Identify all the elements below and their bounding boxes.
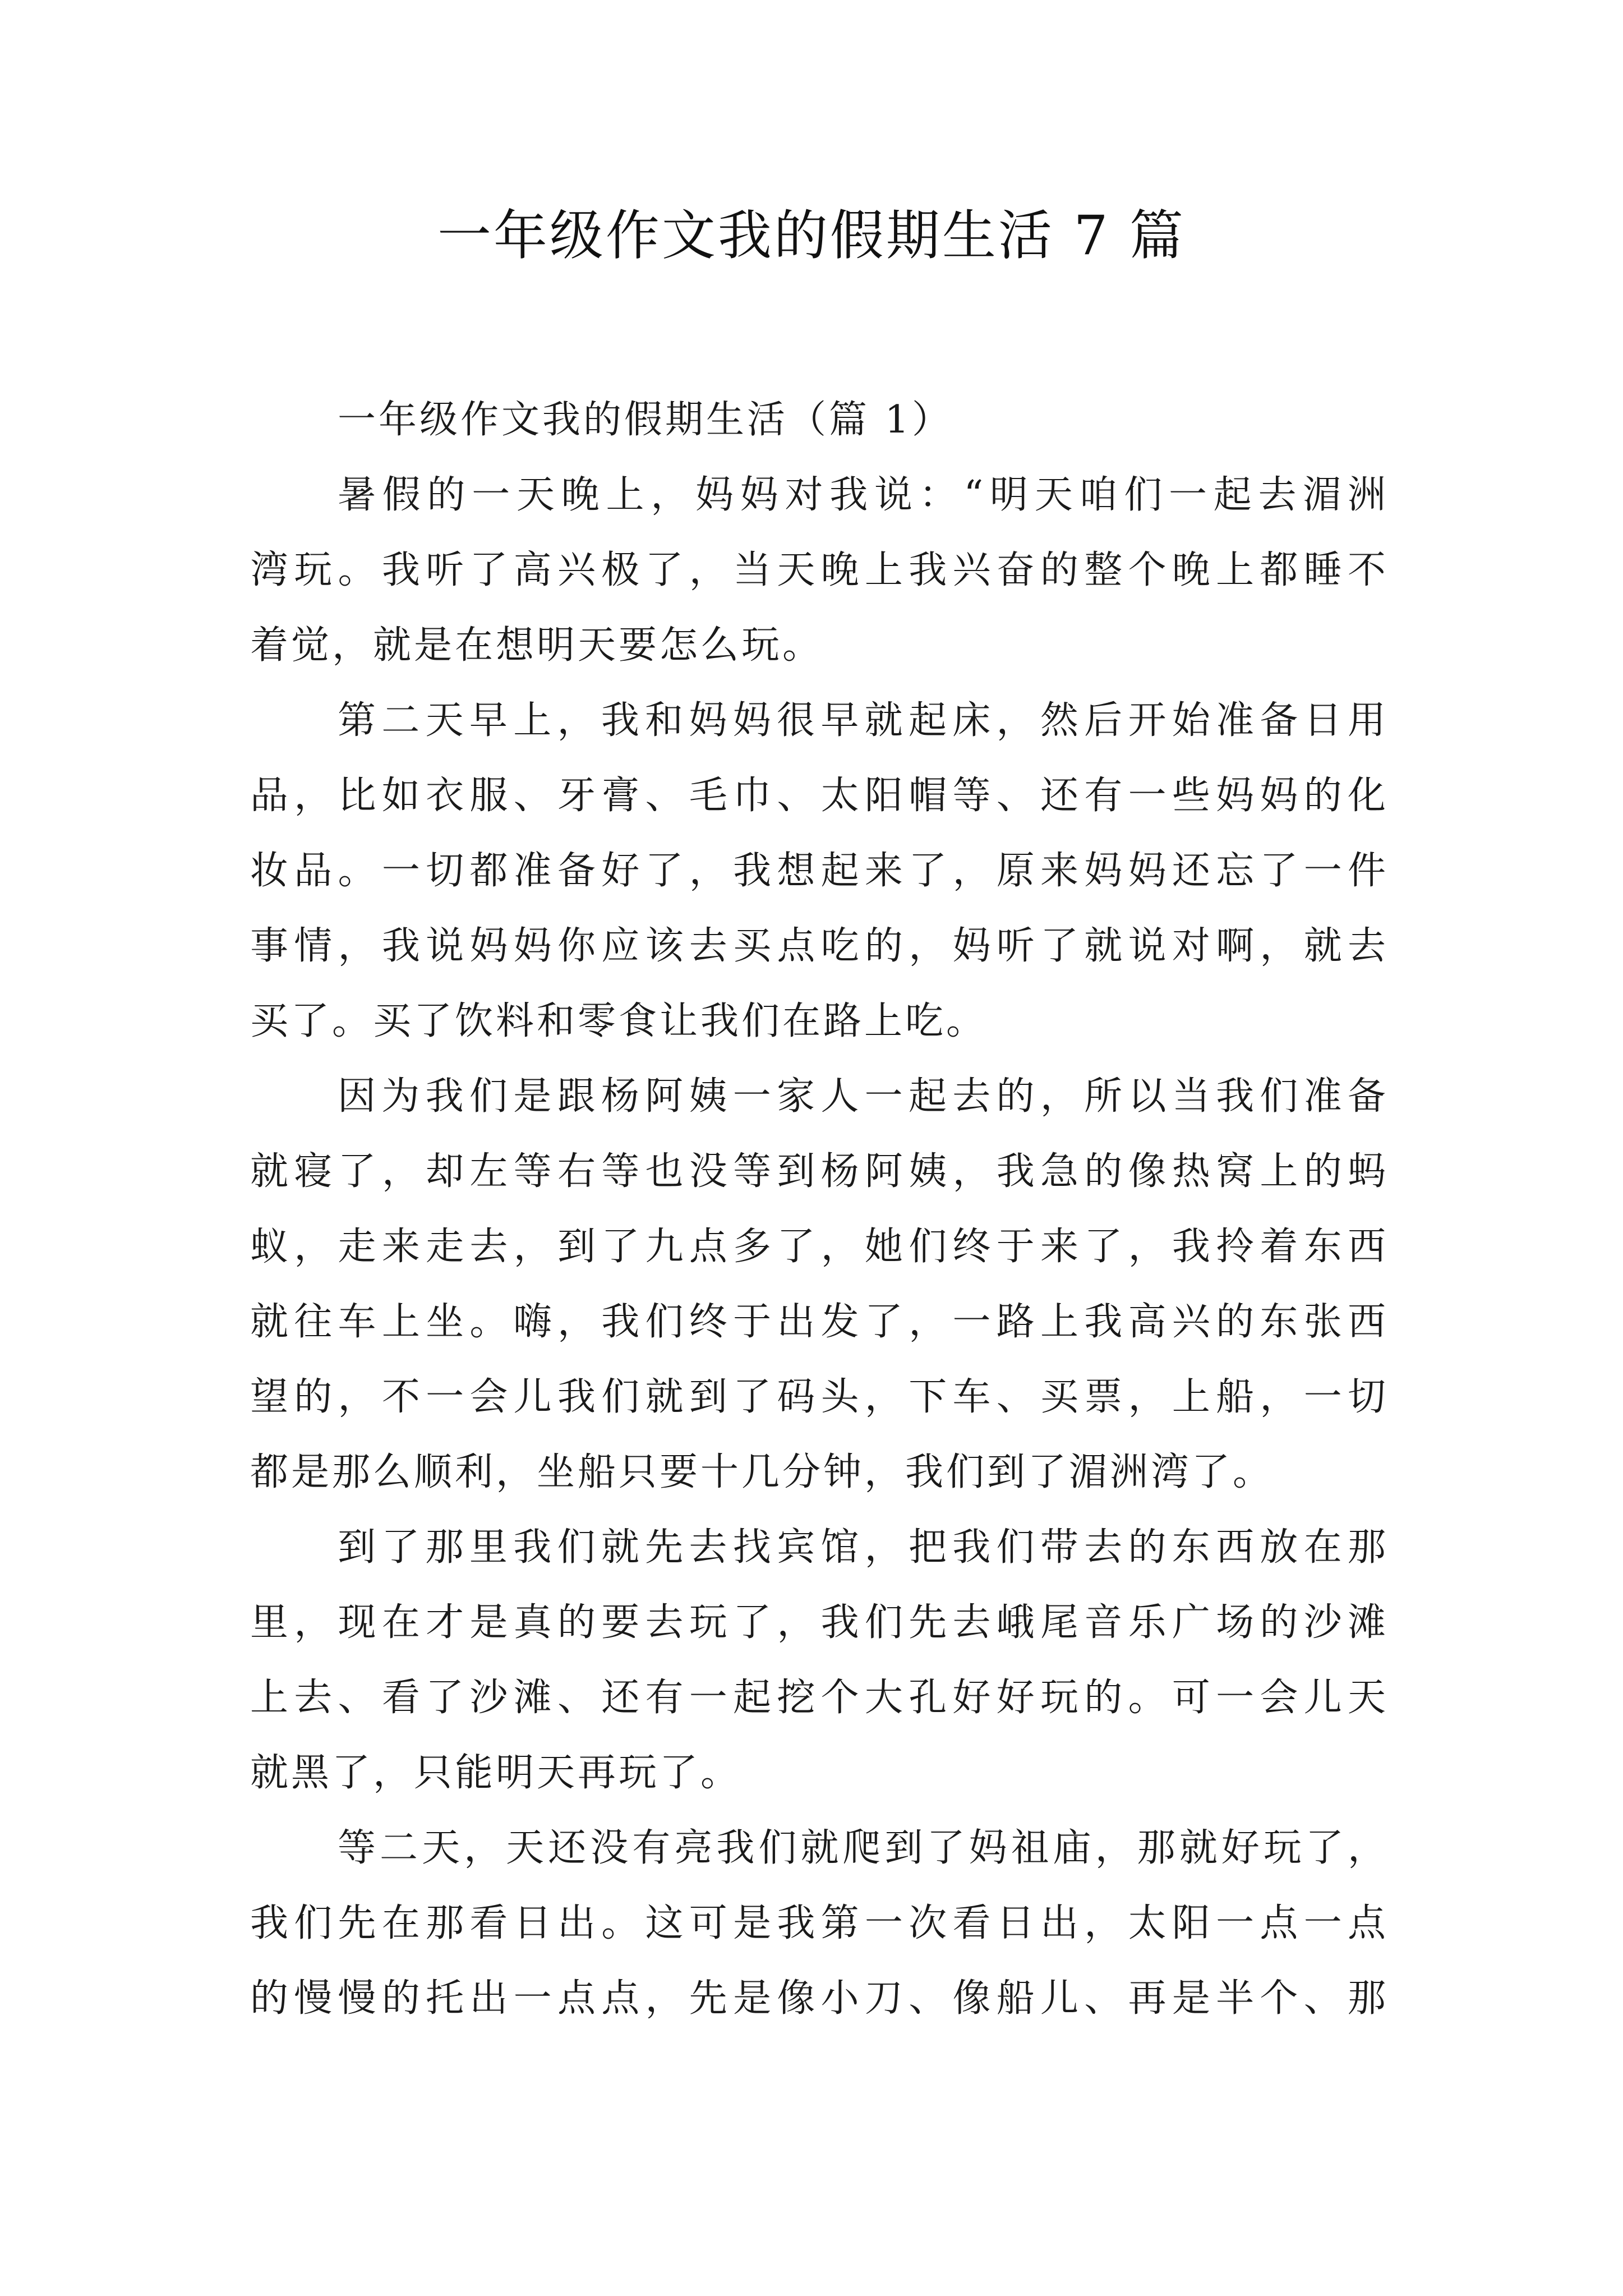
essay-text-line: 上去、看了沙滩、还有一起挖个大孔好好玩的。可一会儿天 [250, 1676, 1389, 1720]
essay-text-line: 望的，不一会儿我们就到了码头，下车、买票，上船，一切 [250, 1375, 1389, 1419]
essay-text-line: 里，现在才是真的要去玩了，我们先去峨尾音乐广场的沙滩 [250, 1600, 1389, 1645]
essay-text-line: 都是那么顺利，坐船只要十几分钟，我们到了湄洲湾了。 [250, 1450, 1274, 1494]
essay-text-line: 品，比如衣服、牙膏、毛巾、太阳帽等、还有一些妈妈的化 [250, 774, 1389, 818]
essay-text-line: 因为我们是跟杨阿姨一家人一起去的，所以当我们准备 [338, 1074, 1389, 1119]
essay-text-line: 事情，我说妈妈你应该去买点吃的，妈听了就说对啊，就去 [250, 924, 1389, 968]
document-title: 一年级作文我的假期生活 7 篇 [437, 204, 1186, 267]
essay-text-line: 买了。买了饮料和零食让我们在路上吃。 [250, 999, 988, 1043]
essay-text-line: 到了那里我们就先去找宾馆，把我们带去的东西放在那 [338, 1525, 1389, 1570]
essay-text-line: 我们先在那看日出。这可是我第一次看日出，太阳一点一点 [250, 1901, 1389, 1945]
essay-text-line: 第二天早上，我和妈妈很早就起床，然后开始准备日用 [338, 698, 1389, 743]
essay-text-line: 着觉，就是在想明天要怎么玩。 [250, 623, 824, 668]
essay-text-line: 就寝了，却左等右等也没等到杨阿姨，我急的像热窝上的蚂 [250, 1149, 1389, 1194]
essay-text-line: 蚁，走来走去，到了九点多了，她们终于来了，我拎着东西 [250, 1225, 1389, 1269]
essay-text-line: 暑假的一天晚上，妈妈对我说：“明天咱们一起去湄洲 [338, 473, 1389, 517]
essay-text-line: 的慢慢的托出一点点，先是像小刀、像船儿、再是半个、那 [250, 1976, 1389, 2021]
essay-text-line: 等二天，天还没有亮我们就爬到了妈祖庙，那就好玩了， [338, 1826, 1389, 1870]
essay-text-line: 一年级作文我的假期生活（篇 1） [338, 398, 953, 442]
essay-text-line: 湾玩。我听了高兴极了，当天晚上我兴奋的整个晚上都睡不 [250, 548, 1389, 592]
essay-text-line: 妆品。一切都准备好了，我想起来了，原来妈妈还忘了一件 [250, 849, 1389, 893]
essay-text-line: 就往车上坐。嗨，我们终于出发了，一路上我高兴的东张西 [250, 1300, 1389, 1344]
essay-text-line: 就黑了，只能明天再玩了。 [250, 1751, 742, 1795]
essay-body [250, 383, 1389, 2036]
